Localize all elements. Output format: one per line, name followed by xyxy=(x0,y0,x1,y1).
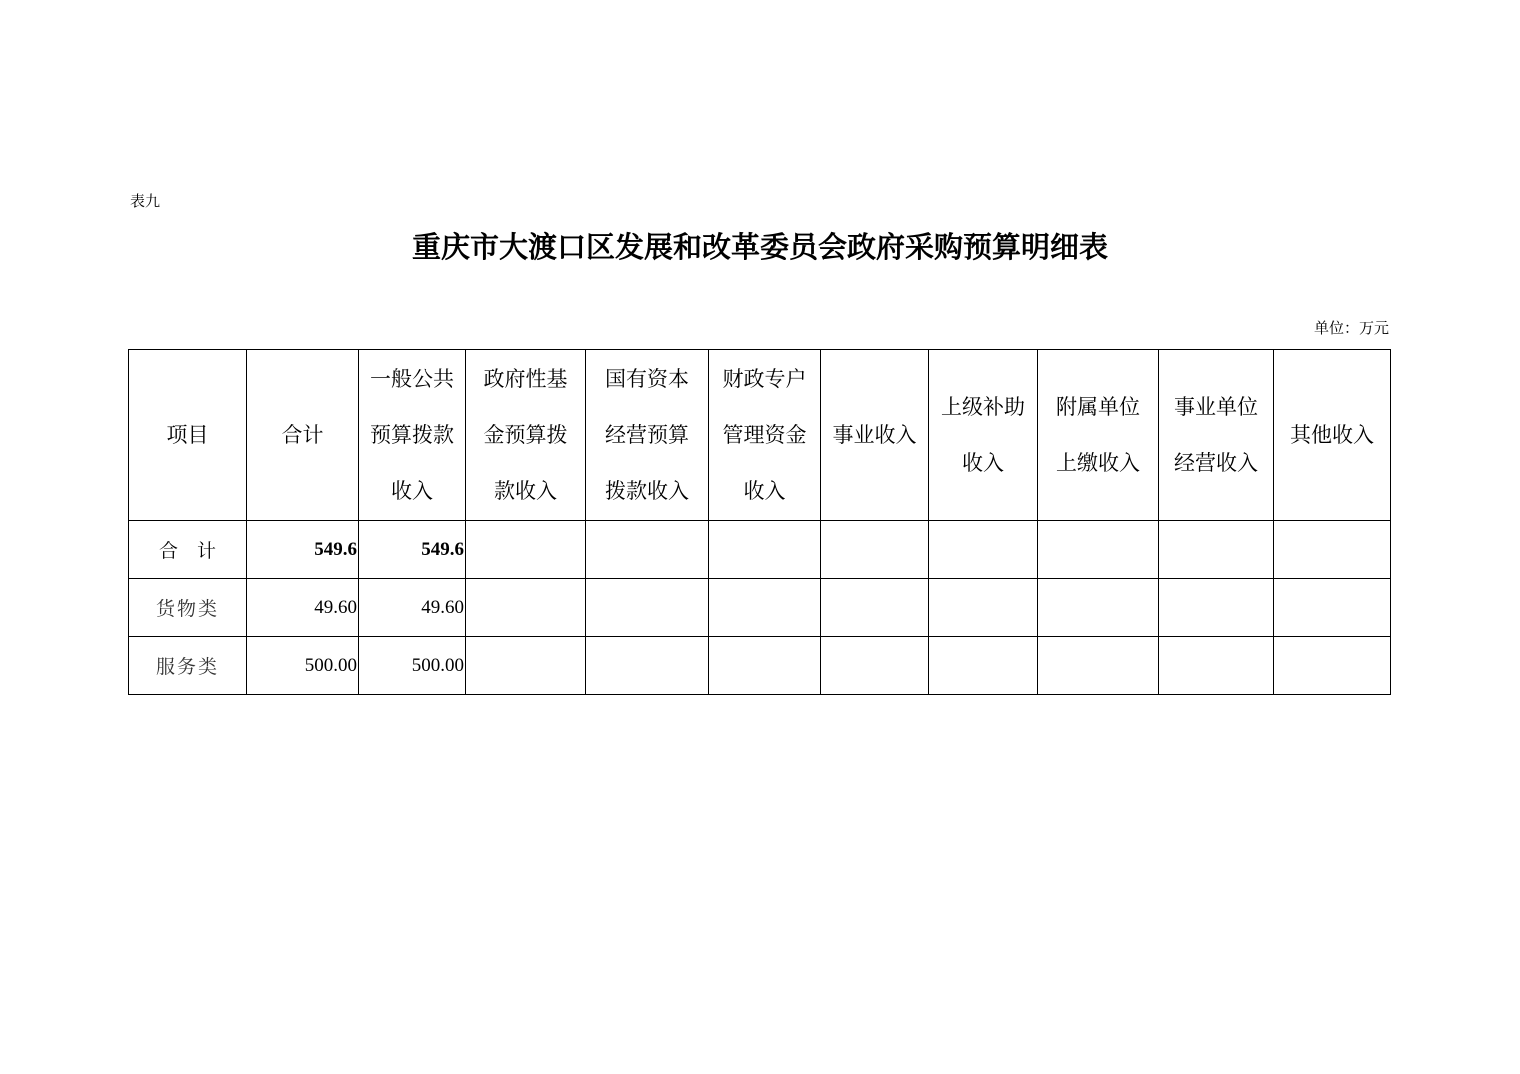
cell-general-budget: 49.60 xyxy=(359,579,466,637)
cell-affiliated xyxy=(1038,637,1159,695)
header-operating xyxy=(1159,350,1274,521)
header-line: 附属单位 xyxy=(1056,395,1140,419)
header-line: 合计 xyxy=(281,423,324,447)
header-line: 收入 xyxy=(962,451,1004,475)
row-label: 货物类 xyxy=(129,579,247,637)
table-row-total xyxy=(129,521,1391,579)
header-line: 项目 xyxy=(166,423,209,447)
page-title: 重庆市大渡口区发展和改革委员会政府采购预算明细表 xyxy=(411,230,1108,264)
header-line: 一般公共 xyxy=(370,367,454,391)
cell-total: 549.6 xyxy=(247,521,359,579)
header-line: 财政专户 xyxy=(722,367,807,391)
header-line: 收入 xyxy=(391,479,433,503)
cell-state-capital xyxy=(586,579,709,637)
cell-total: 49.60 xyxy=(247,579,359,637)
cell-business-income xyxy=(821,579,929,637)
header-line: 上缴收入 xyxy=(1056,451,1140,475)
header-superior-subsidy xyxy=(929,350,1038,521)
header-total xyxy=(247,350,359,521)
header-line: 事业收入 xyxy=(832,423,917,447)
cell-superior-subsidy xyxy=(929,521,1038,579)
header-fiscal-account xyxy=(709,350,821,521)
header-gov-fund xyxy=(466,350,586,521)
cell-operating xyxy=(1159,521,1274,579)
cell-state-capital xyxy=(586,637,709,695)
header-line: 政府性基 xyxy=(483,367,568,391)
header-line: 经营预算 xyxy=(605,423,689,447)
cell-superior-subsidy xyxy=(929,637,1038,695)
cell-gov-fund xyxy=(466,521,586,579)
cell-general-budget: 500.00 xyxy=(359,637,466,695)
cell-affiliated xyxy=(1038,521,1159,579)
cell-affiliated xyxy=(1038,579,1159,637)
header-line: 国有资本 xyxy=(605,367,689,391)
header-line: 管理资金 xyxy=(722,423,807,447)
header-line: 其他收入 xyxy=(1290,423,1374,447)
table-header-row xyxy=(129,350,1391,521)
cell-other xyxy=(1274,521,1391,579)
header-line: 事业单位 xyxy=(1174,395,1258,419)
cell-gov-fund xyxy=(466,579,586,637)
header-line: 收入 xyxy=(743,479,786,503)
unit-label: 单位：万元 xyxy=(1313,319,1389,337)
cell-operating xyxy=(1159,637,1274,695)
table-row xyxy=(129,579,1391,637)
cell-fiscal-account xyxy=(709,579,821,637)
budget-table xyxy=(128,349,1391,695)
row-label: 合 计 xyxy=(129,521,247,579)
header-business-income xyxy=(821,350,929,521)
header-line: 经营收入 xyxy=(1174,451,1258,475)
cell-superior-subsidy xyxy=(929,579,1038,637)
cell-operating xyxy=(1159,579,1274,637)
header-line: 上级补助 xyxy=(941,395,1025,419)
header-item xyxy=(129,350,247,521)
cell-gov-fund xyxy=(466,637,586,695)
cell-state-capital xyxy=(586,521,709,579)
row-label: 服务类 xyxy=(129,637,247,695)
table-number: 表九 xyxy=(130,192,161,210)
header-line: 预算拨款 xyxy=(370,423,454,447)
header-affiliated xyxy=(1038,350,1159,521)
header-general-budget xyxy=(359,350,466,521)
header-other xyxy=(1274,350,1391,521)
table-row xyxy=(129,637,1391,695)
cell-business-income xyxy=(821,521,929,579)
cell-business-income xyxy=(821,637,929,695)
cell-fiscal-account xyxy=(709,637,821,695)
cell-fiscal-account xyxy=(709,521,821,579)
cell-other xyxy=(1274,579,1391,637)
header-line: 拨款收入 xyxy=(605,479,689,503)
header-line: 金预算拨 xyxy=(483,423,568,447)
header-line: 款收入 xyxy=(494,479,557,503)
header-state-capital xyxy=(586,350,709,521)
cell-total: 500.00 xyxy=(247,637,359,695)
cell-general-budget: 549.6 xyxy=(359,521,466,579)
cell-other xyxy=(1274,637,1391,695)
